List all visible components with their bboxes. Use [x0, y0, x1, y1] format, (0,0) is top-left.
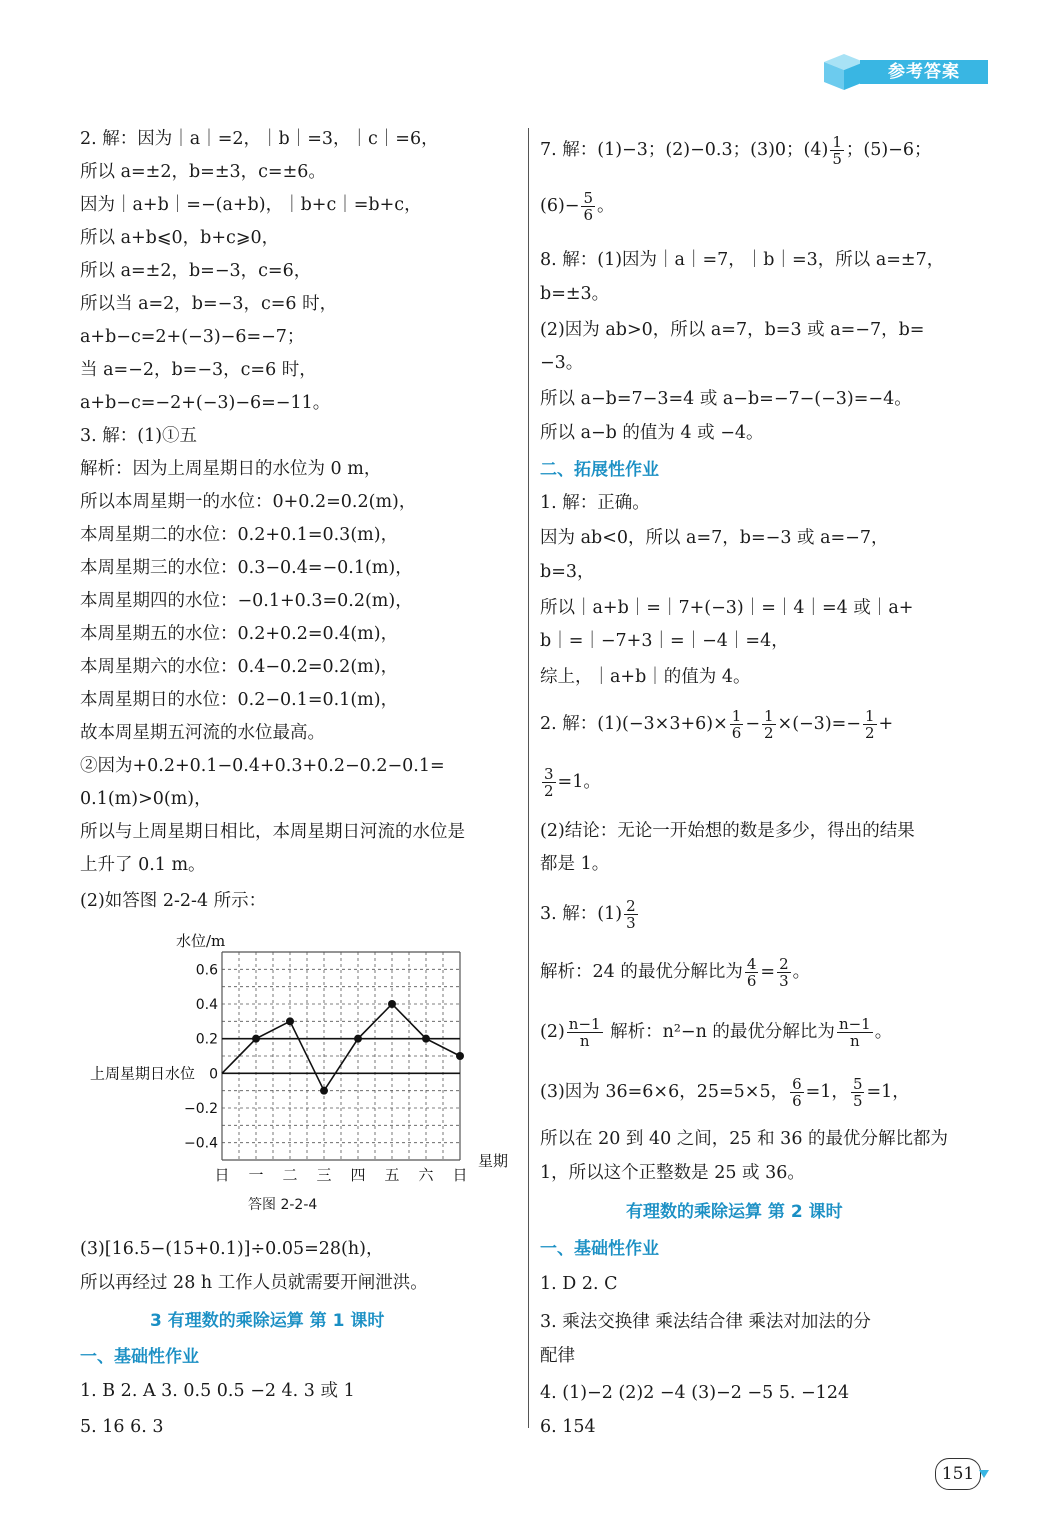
water-level-chart	[80, 928, 520, 1218]
fraction: $\frac{n-1}{n}$	[838, 1015, 871, 1050]
text-line: 4. (1)−2 (2)2 −4 (3)−2 −5 5. −124	[540, 1383, 850, 1403]
x-tick-label: 三	[316, 1166, 332, 1184]
text-line: 1. 解：正确。	[540, 493, 650, 513]
fraction: $\frac{1}{2}$	[864, 707, 875, 742]
x-tick-label: 日	[452, 1166, 468, 1184]
fraction: $\frac{1}{2}$	[763, 707, 774, 742]
y-axis-label: 水位/m	[176, 932, 226, 950]
text-line: 所以当 a=2，b=−3，c=6 时，	[80, 294, 338, 314]
text-line: 1. D 2. C	[540, 1274, 618, 1294]
text-line: b=±3。	[540, 284, 610, 304]
text-line: 所以 a−b=7−3=4 或 a−b=−7−(−3)=−4。	[540, 389, 912, 409]
text-line: (2)如答图 2-2-4 所示：	[80, 891, 267, 911]
fraction: $\frac{6}{6}$	[792, 1075, 802, 1110]
fraction: $\frac{1}{6}$	[731, 707, 742, 742]
text-line: (3)[16.5−(15+0.1)]÷0.05=28(h)，	[80, 1239, 384, 1259]
text-line: 本周星期日的水位：0.2−0.1=0.1(m)，	[80, 690, 399, 710]
text-line: 1，所以这个正整数是 25 或 36。	[540, 1163, 805, 1183]
text-line: 8. 解：(1)因为｜a｜=7，｜b｜=3，所以 a=±7，	[540, 250, 945, 270]
page-number: 151	[935, 1458, 981, 1490]
text-line: 因为｜a+b｜=−(a+b)，｜b+c｜=b+c，	[80, 195, 422, 215]
text-line: 本周星期五的水位：0.2+0.2=0.4(m)，	[80, 624, 399, 644]
text-line: 所以 a−b 的值为 4 或 −4。	[540, 423, 764, 443]
q2-line: 2. 解：(1)(−3×3+6)× $\frac{1}{6}$ − $\frac{1}{2}$ ×(−3)=− $\frac{1}{2}$ +	[540, 707, 894, 742]
text-line: (2)结论：无论一开始想的数是多少，得出的结果	[540, 821, 915, 841]
text-line: 故本周星期五河流的水位最高。	[80, 723, 325, 743]
x-tick-label: 六	[418, 1166, 434, 1184]
text-line: 所以在 20 到 40 之间，25 和 36 的最优分解比都为	[540, 1129, 949, 1149]
text-line: 2. 解：因为｜a｜=2，｜b｜=3，｜c｜=6，	[80, 129, 439, 149]
q2b-line: $\frac{3}{2}$ =1。	[544, 765, 601, 800]
text-line: 所以再经过 28 h 工作人员就需要开闸泄洪。	[80, 1273, 428, 1293]
text-line: 综上，｜a+b｜的值为 4。	[540, 667, 751, 687]
fraction: $\frac{2}{3}$	[779, 955, 789, 990]
text-line: 所以 a+b⩽0，b+c⩾0，	[80, 228, 280, 248]
text-line: 因为 ab<0，所以 a=7，b=−3 或 a=−7，	[540, 528, 889, 548]
text-line: 本周星期二的水位：0.2+0.1=0.3(m)，	[80, 525, 399, 545]
text-line: 所以 a=±2，b=−3，c=6，	[80, 261, 312, 281]
series-line	[222, 1004, 460, 1091]
text-line: 上升了 0.1 m。	[80, 855, 206, 875]
reference-label: 上周星期日水位	[90, 1064, 196, 1083]
column-divider	[528, 128, 529, 1428]
q3-analysis-line: 解析：24 的最优分解比为 $\frac{4}{6}$ = $\frac{2}{3}$ 。	[540, 955, 811, 990]
fraction: $\frac{2}{3}$	[626, 897, 636, 932]
text-line: 都是 1。	[540, 854, 610, 874]
text-line: 所以本周星期一的水位：0+0.2=0.2(m)，	[80, 492, 417, 512]
text-line: 所以｜a+b｜=｜7+(−3)｜=｜4｜=4 或｜a+	[540, 598, 914, 618]
q3-part3-line: (3)因为 36=6×6，25=5×5， $\frac{6}{6}$ =1， $\frac{5}{5}$ =1，	[540, 1075, 910, 1110]
section-heading: 一、基础性作业	[80, 1347, 199, 1367]
chart-caption: 答图 2-2-4	[248, 1197, 318, 1213]
text-line: a+b−c=−2+(−3)−6=−11。	[80, 393, 331, 413]
lesson-title: 3 有理数的乘除运算 第 1 课时	[150, 1311, 385, 1331]
q3-line: 3. 解：(1) $\frac{2}{3}$	[540, 897, 636, 932]
data-point	[388, 1000, 396, 1008]
text-line: 5. 16 6. 3	[80, 1417, 164, 1437]
text-line: 所以 a=±2，b=±3，c=±6。	[80, 162, 326, 182]
data-point	[422, 1035, 430, 1043]
lesson-title: 有理数的乘除运算 第 2 课时	[626, 1202, 843, 1222]
data-point	[456, 1052, 464, 1060]
text-line: b｜=｜−7+3｜=｜−4｜=4，	[540, 631, 789, 651]
data-point	[320, 1087, 328, 1095]
text-line: 0.1(m)>0(m)，	[80, 789, 212, 809]
y-tick-label: −0.4	[184, 1135, 218, 1152]
x-tick-label: 一	[248, 1166, 264, 1184]
text-line: 本周星期四的水位：−0.1+0.3=0.2(m)，	[80, 591, 413, 611]
x-axis-label: 星期	[478, 1152, 509, 1170]
q7-line: 7. 解：(1)−3；(2)−0.3；(3)0；(4) $\frac{1}{5}$ ；(5)−6；	[540, 133, 932, 168]
x-tick-label: 四	[350, 1166, 366, 1184]
text-line: (2)因为 ab>0，所以 a=7，b=3 或 a=−7，b=	[540, 320, 925, 340]
text-line: 所以与上周星期日相比，本周星期日河流的水位是	[80, 822, 465, 842]
y-tick-label: 0.4	[195, 997, 218, 1013]
page-marker-icon	[979, 1470, 989, 1478]
y-tick-label: −0.2	[184, 1101, 218, 1117]
text-line: a+b−c=2+(−3)−6=−7；	[80, 327, 305, 347]
fraction: $\frac{5}{6}$	[583, 189, 593, 224]
text-line: 解析：因为上周星期日的水位为 0 m，	[80, 459, 382, 479]
section-heading: 二、拓展性作业	[540, 460, 659, 480]
fraction: $\frac{3}{2}$	[544, 765, 554, 800]
fraction: $\frac{5}{5}$	[852, 1075, 863, 1110]
text-line: 3. 乘法交换律 乘法结合律 乘法对加法的分	[540, 1312, 871, 1332]
text-line: 本周星期三的水位：0.3−0.4=−0.1(m)，	[80, 558, 413, 578]
data-point	[252, 1035, 260, 1043]
x-tick-label: 二	[282, 1166, 298, 1184]
section-heading: 一、基础性作业	[540, 1239, 659, 1259]
y-tick-label: 0.2	[195, 1031, 218, 1048]
data-point	[354, 1035, 362, 1043]
text-line: 6. 154	[540, 1417, 596, 1437]
fraction: $\frac{4}{6}$	[746, 955, 757, 990]
x-tick-label: 日	[214, 1166, 230, 1184]
text-line: 3. 解：(1)①五	[80, 426, 198, 446]
fraction: $\frac{n-1}{n}$	[568, 1015, 601, 1050]
text-line: ②因为+0.2+0.1−0.4+0.3+0.2−0.2−0.1=	[80, 756, 445, 776]
chart-svg	[80, 928, 520, 1218]
header-label: 参考答案	[860, 60, 988, 84]
x-tick-label: 五	[384, 1166, 400, 1184]
text-line: b=3，	[540, 562, 595, 582]
answer-header-tab	[820, 52, 970, 92]
q7b-line: (6)− $\frac{5}{6}$ 。	[540, 189, 615, 224]
y-tick-label-zero: 0	[209, 1066, 218, 1083]
data-point	[286, 1017, 294, 1025]
text-line: 当 a=−2，b=−3，c=6 时，	[80, 360, 317, 380]
q3-part2-line: (2) $\frac{n-1}{n}$ 解析：n²−n 的最优分解比为 $\frac{n-1}{n}$ 。	[540, 1015, 893, 1050]
text-line: 本周星期六的水位：0.4−0.2=0.2(m)，	[80, 657, 399, 677]
text-line: 配律	[540, 1346, 575, 1366]
fraction: $\frac{1}{5}$	[832, 133, 842, 168]
text-line: −3。	[540, 353, 584, 373]
text-line: 1. B 2. A 3. 0.5 0.5 −2 4. 3 或 1	[80, 1381, 355, 1401]
y-tick-label: 0.6	[195, 962, 218, 979]
